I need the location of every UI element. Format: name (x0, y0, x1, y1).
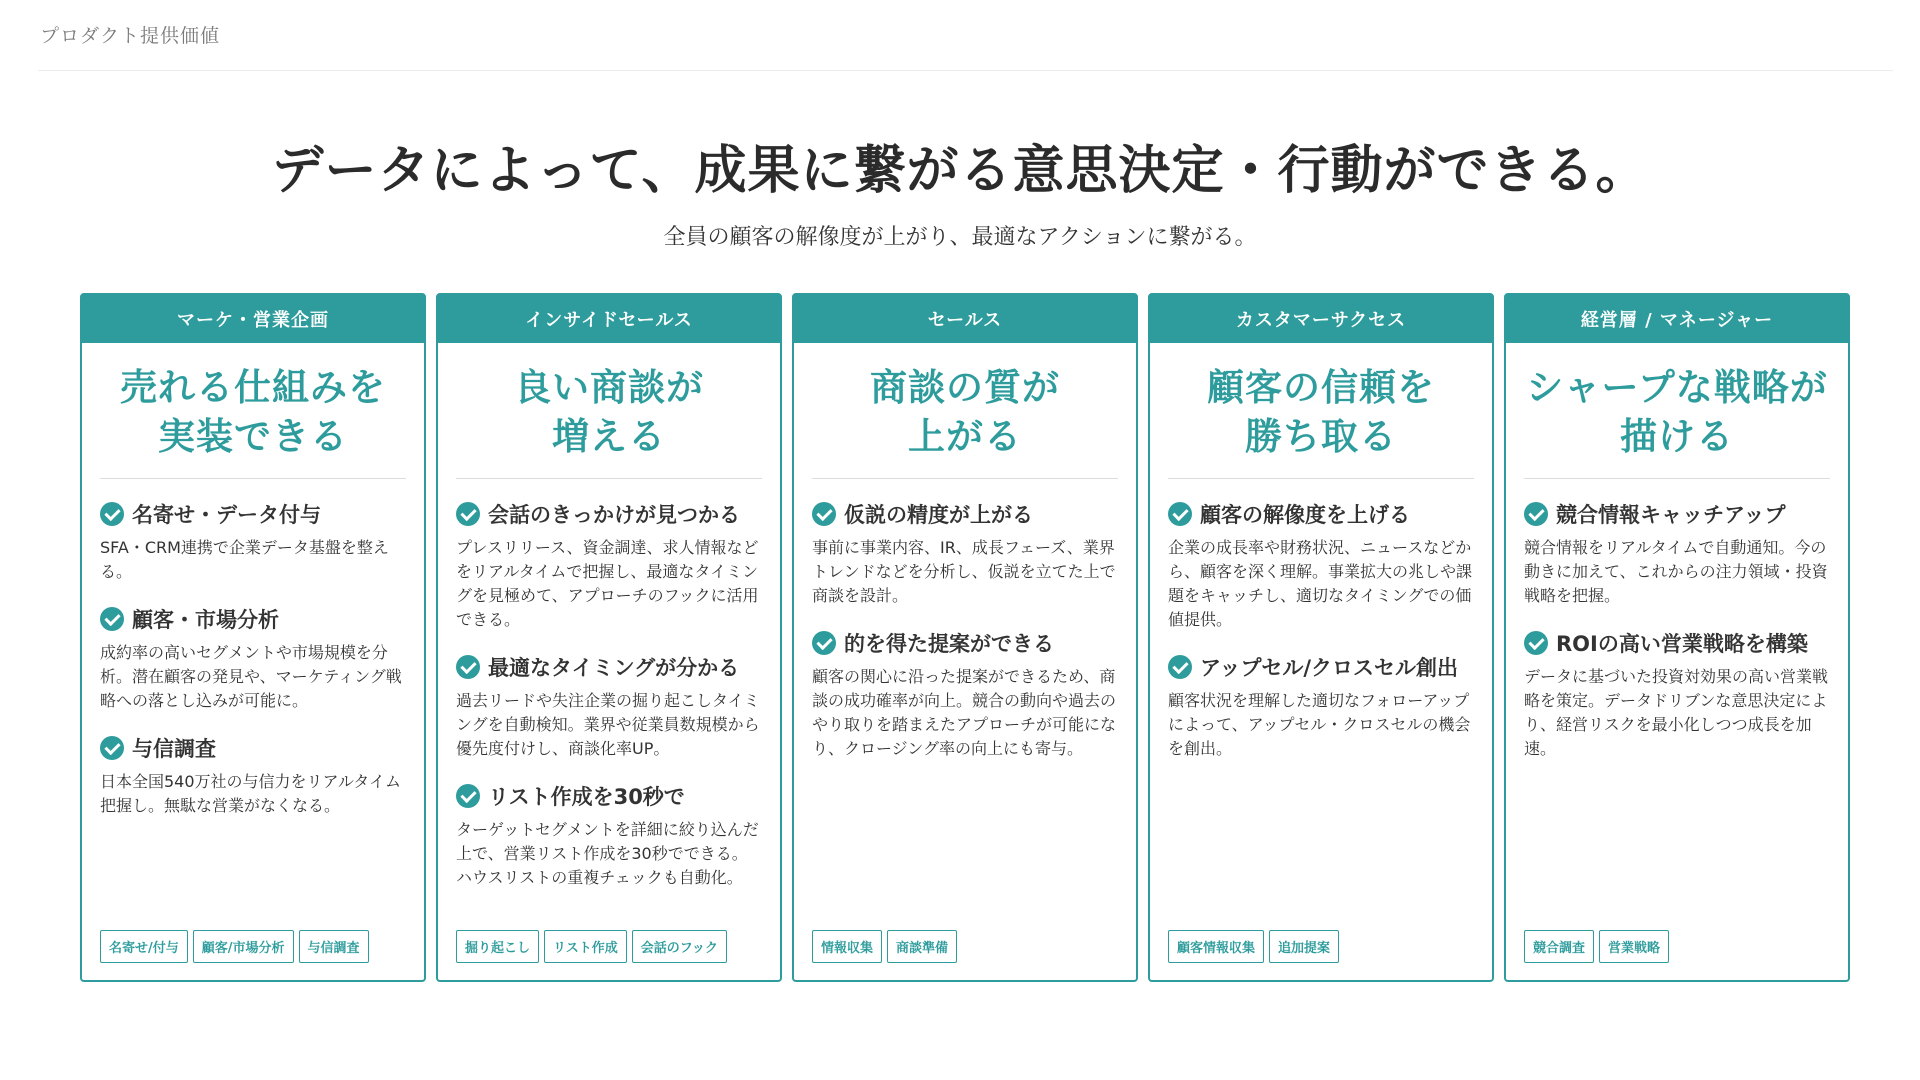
feature-title: 競合情報キャッチアップ (1556, 503, 1786, 527)
feature-title-row (812, 499, 1118, 529)
tag-badge: 顧客/市場分析 (193, 930, 294, 963)
card-tags (1524, 930, 1669, 963)
feature-title: 顧客・市場分析 (132, 608, 279, 632)
feature-title: 的を得た提案ができる (844, 632, 1054, 656)
card-role-header: 経営層 / マネージャー (1506, 295, 1848, 343)
card-body (82, 343, 424, 818)
tag-badge: 会話のフック (632, 930, 727, 963)
tag-badge: 与信調査 (299, 930, 369, 963)
feature-title: ROIの高い営業戦略を構築 (1556, 632, 1808, 656)
feature-item (456, 652, 762, 761)
card-body (438, 343, 780, 890)
feature-title: 与信調査 (132, 737, 216, 761)
value-cards (80, 293, 1850, 982)
feature-title-row (456, 652, 762, 682)
check-circle-icon (100, 607, 124, 631)
card-title: シャープな戦略が 描ける (1526, 366, 1828, 458)
check-circle-icon (812, 631, 836, 655)
feature-description: SFA・CRM連携で企業データ基盤を整える。 (100, 538, 389, 581)
feature-item (1524, 628, 1830, 761)
feature-title-row (100, 499, 406, 529)
value-card (436, 293, 782, 982)
check-circle-icon (1168, 502, 1192, 526)
feature-title: アップセル/クロスセル創出 (1200, 656, 1458, 680)
card-role-header: インサイドセールス (438, 295, 780, 343)
feature-item (100, 604, 406, 713)
feature-item (456, 499, 762, 632)
check-circle-icon (456, 502, 480, 526)
feature-description: ターゲットセグメントを詳細に絞り込んだ上で、営業リスト作成を30秒でできる。ハウスリストの重複チェックも自動化。 (456, 820, 759, 887)
tag-badge: 営業戦略 (1599, 930, 1669, 963)
card-title: 売れる仕組みを 実装できる (120, 366, 386, 458)
feature-title: リスト作成を30秒で (488, 785, 685, 809)
tag-badge: 顧客情報収集 (1168, 930, 1264, 963)
feature-title-row (1524, 499, 1830, 529)
card-tags (100, 930, 369, 963)
feature-item (812, 628, 1118, 761)
feature-title: 仮説の精度が上がる (844, 503, 1033, 527)
card-role-header: セールス (794, 295, 1136, 343)
feature-item (812, 499, 1118, 608)
feature-item (100, 733, 406, 818)
card-divider (1524, 478, 1830, 479)
page-headline: データによって、成果に繋がる意思決定・行動ができる。 (271, 141, 1649, 201)
feature-item (1168, 499, 1474, 632)
check-circle-icon (456, 655, 480, 679)
card-title: 顧客の信頼を 勝ち取る (1207, 366, 1435, 458)
check-circle-icon (1524, 631, 1548, 655)
card-title: 良い商談が 増える (514, 366, 704, 458)
card-divider (456, 478, 762, 479)
check-circle-icon (812, 502, 836, 526)
card-divider (100, 478, 406, 479)
tag-badge: 情報収集 (812, 930, 882, 963)
tag-badge: 名寄せ/付与 (100, 930, 188, 963)
feature-item (1168, 652, 1474, 761)
feature-title: 顧客の解像度を上げる (1200, 503, 1410, 527)
card-divider (812, 478, 1118, 479)
feature-description: プレスリリース、資金調達、求人情報などをリアルタイムで把握し、最適なタイミングを見極めて、アプローチのフックに活用できる。 (456, 538, 759, 629)
feature-item (456, 781, 762, 890)
card-divider (1168, 478, 1474, 479)
value-card (80, 293, 426, 982)
feature-description: 顧客の関心に沿った提案ができるため、商談の成功確率が向上。競合の動向や過去のやり取りを踏まえたアプローチが可能になり、クロージング率の向上にも寄与。 (812, 667, 1117, 758)
feature-description: データに基づいた投資対効果の高い営業戦略を策定。データドリブンな意思決定により、経営リスクを最小化しつつ成長を加速。 (1524, 667, 1829, 758)
card-body (1150, 343, 1492, 761)
value-card (792, 293, 1138, 982)
check-circle-icon (100, 736, 124, 760)
feature-description: 事前に事業内容、IR、成長フェーズ、業界トレンドなどを分析し、仮説を立てた上で商談を設計。 (812, 538, 1116, 605)
card-title: 商談の質が 上がる (870, 366, 1060, 458)
tag-badge: 追加提案 (1269, 930, 1339, 963)
feature-title: 最適なタイミングが分かる (488, 656, 740, 680)
check-circle-icon (1524, 502, 1548, 526)
check-circle-icon (1168, 655, 1192, 679)
feature-item (1524, 499, 1830, 608)
page-subheadline: 全員の顧客の解像度が上がり、最適なアクションに繋がる。 (663, 225, 1257, 250)
card-body (1506, 343, 1848, 761)
feature-title: 会話のきっかけが見つかる (488, 503, 740, 527)
value-card (1504, 293, 1850, 982)
feature-title: 名寄せ・データ付与 (132, 503, 321, 527)
feature-title-row (100, 604, 406, 634)
card-tags (1168, 930, 1339, 963)
feature-title-row (100, 733, 406, 763)
section-label: プロダクト提供価値 (40, 25, 221, 47)
tag-badge: 商談準備 (887, 930, 957, 963)
header-divider (38, 70, 1893, 71)
feature-description: 顧客状況を理解した適切なフォローアップによって、アップセル・クロスセルの機会を創出。 (1168, 691, 1471, 758)
feature-description: 成約率の高いセグメントや市場規模を分析。潜在顧客の発見や、マーケティング戦略への落とし込みが可能に。 (100, 643, 402, 710)
feature-description: 企業の成長率や財務状況、ニュースなどから、顧客を深く理解。事業拡大の兆しや課題をキャッチし、適切なタイミングでの価値提供。 (1168, 538, 1473, 629)
card-tags (456, 930, 727, 963)
feature-title-row (456, 499, 762, 529)
card-tags (812, 930, 957, 963)
tag-badge: 競合調査 (1524, 930, 1594, 963)
feature-description: 過去リードや失注企業の掘り起こしタイミングを自動検知。業界や従業員数規模から優先度付けし、商談化率UP。 (456, 691, 760, 758)
feature-description: 日本全国540万社の与信力をリアルタイム把握し。無駄な営業がなくなる。 (100, 772, 401, 815)
feature-item (100, 499, 406, 584)
feature-title-row (1168, 499, 1474, 529)
check-circle-icon (100, 502, 124, 526)
feature-title-row (1524, 628, 1830, 658)
feature-description: 競合情報をリアルタイムで自動通知。今の動きに加えて、これからの注力領域・投資戦略を把握。 (1524, 538, 1828, 605)
value-card (1148, 293, 1494, 982)
feature-title-row (812, 628, 1118, 658)
tag-badge: リスト作成 (544, 930, 627, 963)
card-role-header: マーケ・営業企画 (82, 295, 424, 343)
card-body (794, 343, 1136, 761)
check-circle-icon (456, 784, 480, 808)
feature-title-row (456, 781, 762, 811)
feature-title-row (1168, 652, 1474, 682)
card-role-header: カスタマーサクセス (1150, 295, 1492, 343)
tag-badge: 掘り起こし (456, 930, 539, 963)
